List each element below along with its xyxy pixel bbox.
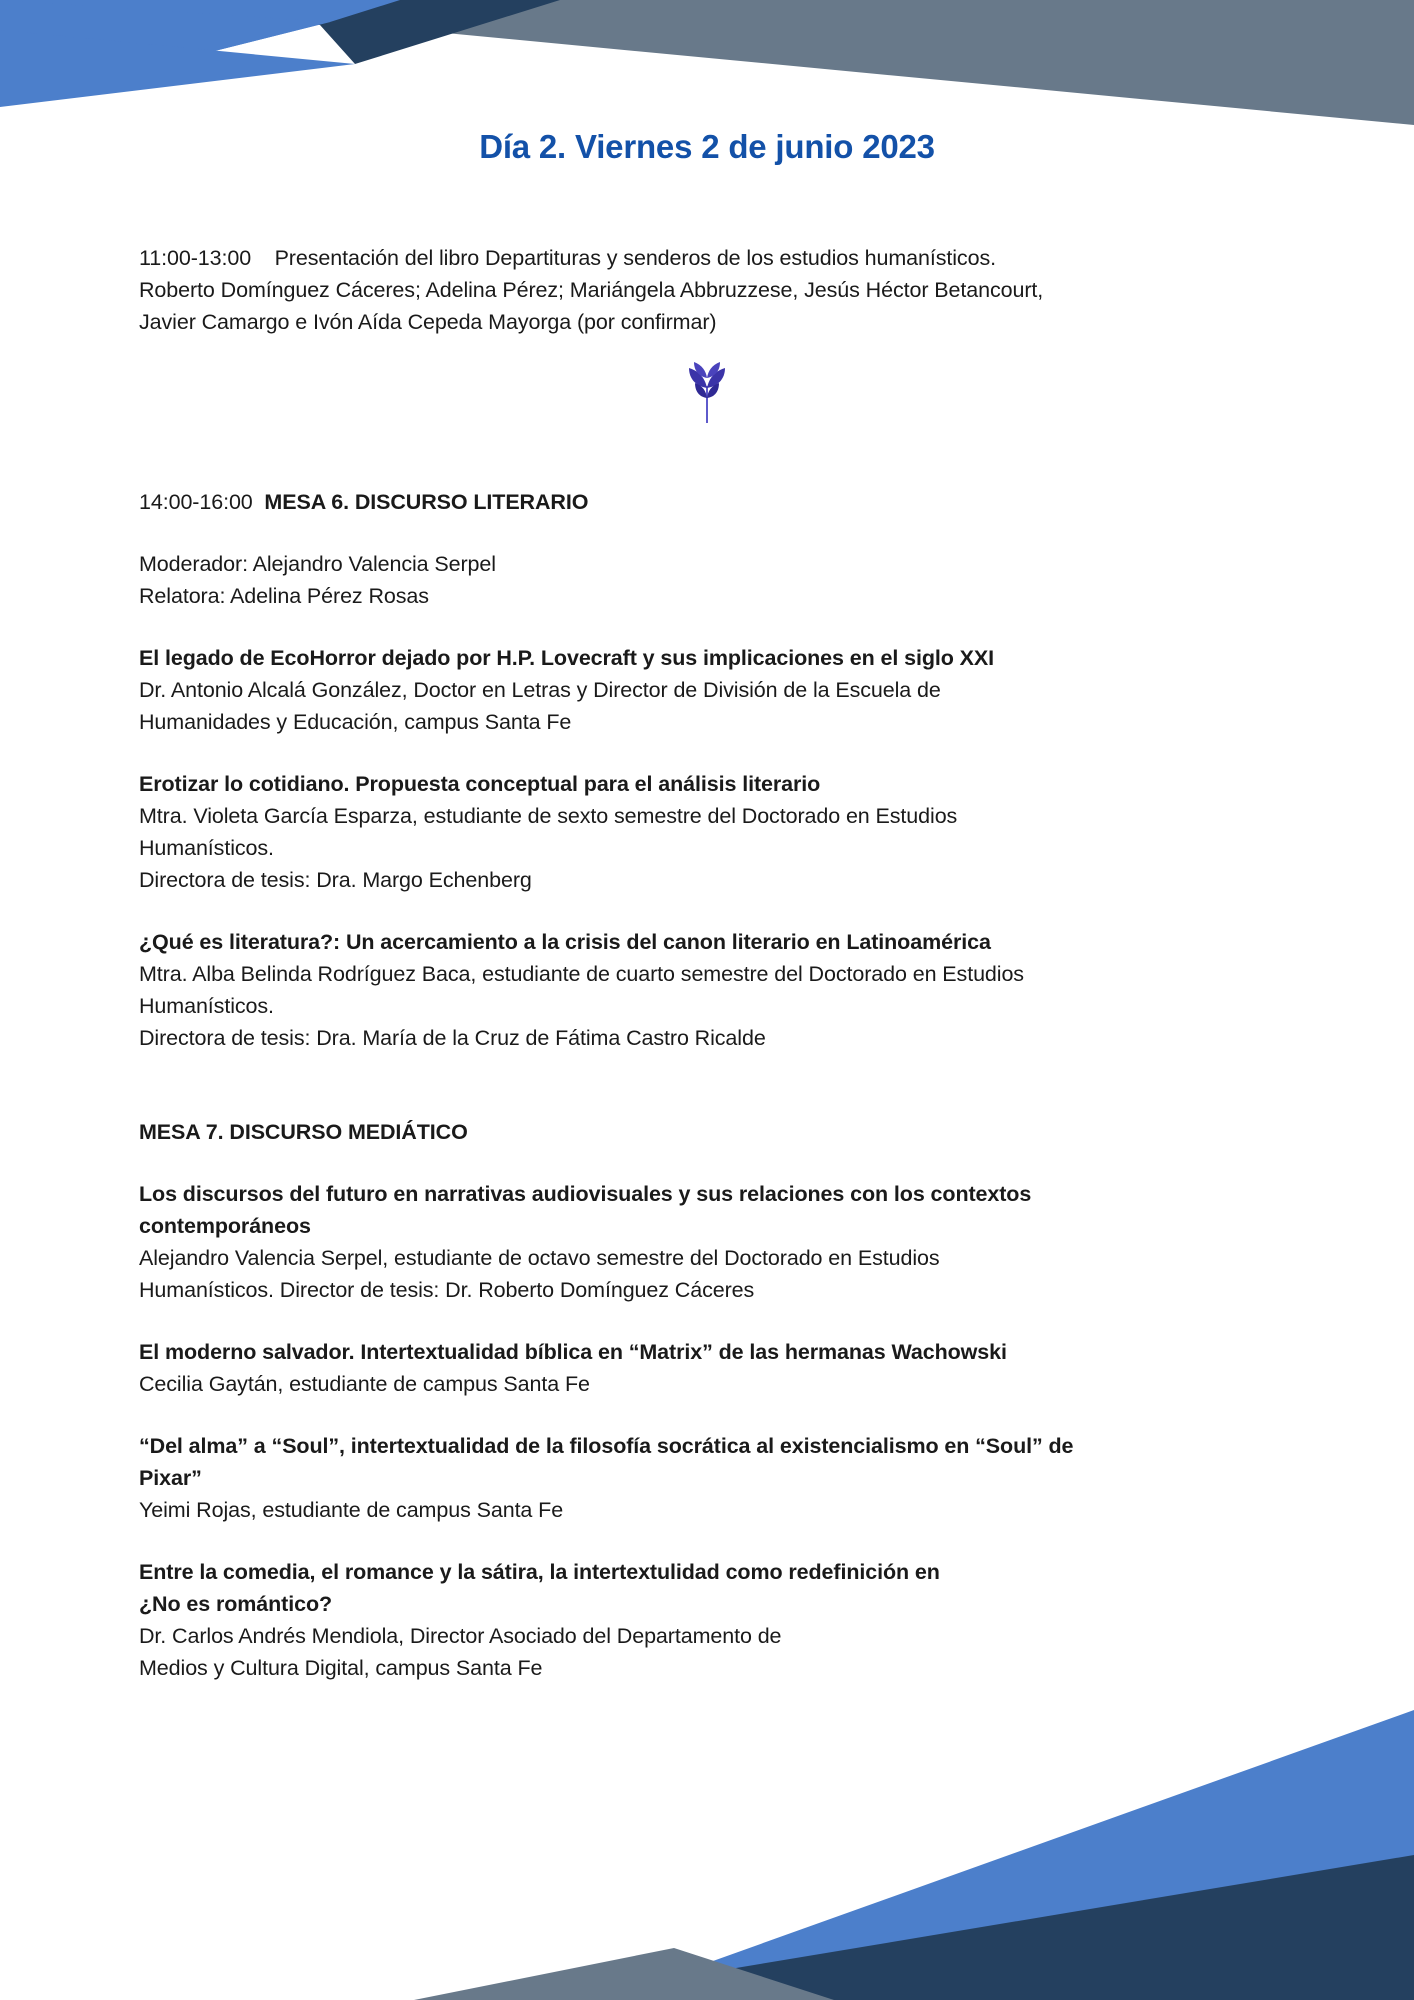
mesa6-name: MESA 6. DISCURSO LITERARIO: [264, 490, 589, 514]
talk-detail: Mtra. Alba Belinda Rodríguez Baca, estudiante de cuarto semestre del Doctorado en Estudios: [139, 962, 1024, 986]
session-book-line3: Javier Camargo e Ivón Aída Cepeda Mayorga (por confirmar): [139, 310, 717, 334]
session-book-line2: Roberto Domínguez Cáceres; Adelina Pérez; Mariángela Abbruzzese, Jesús Héctor Betancourt,: [139, 278, 1044, 302]
blue-lower-wedge-top: [0, 30, 355, 107]
leaf-branch-ornament: [139, 362, 1275, 424]
talk-title: Entre la comedia, el romance y la sátira, la intertextulidad como redefinición en: [139, 1560, 940, 1584]
talk-detail: Dr. Carlos Andrés Mendiola, Director Asociado del Departamento de: [139, 1624, 782, 1648]
talk-title: “Del alma” a “Soul”, intertextualidad de la filosofía socrática al existencialismo en “Soul” de: [139, 1434, 1074, 1458]
talk-title: El legado de EcoHorror dejado por H.P. Lovecraft y sus implicaciones en el siglo XXI: [139, 646, 995, 670]
talk-detail: Medios y Cultura Digital, campus Santa Fe: [139, 1656, 543, 1680]
mesa6-talk-2: [139, 768, 1275, 896]
session-book-time: 11:00-13:00: [139, 246, 252, 270]
slate-shape-top: [330, 0, 1414, 125]
talk-detail: Humanísticos.: [139, 836, 274, 860]
mesa7-talk-1: [139, 1178, 1275, 1306]
session-book-presentation: [139, 242, 1275, 338]
mesa7-talk-4: [139, 1556, 1275, 1684]
mesa6-staff: [139, 548, 1275, 612]
talk-title-cont: ¿No es romántico?: [139, 1592, 333, 1616]
slate-shape-bottom: [414, 1948, 834, 2000]
mesa6-heading: [139, 486, 1275, 518]
talk-detail: Humanísticos. Director de tesis: Dr. Roberto Domínguez Cáceres: [139, 1278, 755, 1302]
mesa6-relatora: Relatora: Adelina Pérez Rosas: [139, 584, 429, 608]
talk-title: Los discursos del futuro en narrativas audiovisuales y sus relaciones con los contextos: [139, 1182, 1032, 1206]
talk-detail: Humanísticos.: [139, 994, 274, 1018]
mesa7-talk-3: [139, 1430, 1275, 1526]
document-content: [139, 128, 1275, 1684]
talk-title: ¿Qué es literatura?: Un acercamiento a la crisis del canon literario en Latinoamérica: [139, 930, 991, 954]
blue-wedge-top: [0, 0, 330, 105]
talk-detail: Directora de tesis: Dra. María de la Cruz de Fátima Castro Ricalde: [139, 1026, 766, 1050]
talk-detail: Yeimi Rojas, estudiante de campus Santa Fe: [139, 1498, 564, 1522]
talk-detail: Humanidades y Educación, campus Santa Fe: [139, 710, 572, 734]
talk-detail: Alejandro Valencia Serpel, estudiante de octavo semestre del Doctorado en Estudios: [139, 1246, 940, 1270]
session-book-line1: [139, 242, 1275, 274]
talk-title-cont: Pixar”: [139, 1466, 202, 1490]
talk-title-cont: contemporáneos: [139, 1214, 311, 1238]
blue-shape-top: [0, 0, 400, 105]
talk-title: Erotizar lo cotidiano. Propuesta conceptual para el análisis literario: [139, 772, 821, 796]
mesa6-time: 14:00-16:00: [139, 490, 253, 514]
mesa6-talk-1: [139, 642, 1275, 738]
navy-shape-top: [155, 0, 560, 64]
blue-shape-bottom: [604, 1710, 1414, 2000]
mesa6-talk-3: [139, 926, 1275, 1054]
talk-detail: Directora de tesis: Dra. Margo Echenberg: [139, 868, 532, 892]
talk-detail: Mtra. Violeta García Esparza, estudiante de sexto semestre del Doctorado en Estudios: [139, 804, 958, 828]
mesa7-talk-2: [139, 1336, 1275, 1400]
talk-title: El moderno salvador. Intertextualidad bíblica en “Matrix” de las hermanas Wachowski: [139, 1340, 1007, 1364]
mesa6-moderador: Moderador: Alejandro Valencia Serpel: [139, 552, 496, 576]
page-title: Día 2. Viernes 2 de junio 2023: [479, 128, 935, 165]
mesa7-heading: [139, 1116, 1275, 1148]
session-book-line1-text: Presentación del libro Departituras y senderos de los estudios humanísticos.: [251, 246, 996, 270]
talk-detail: Cecilia Gaytán, estudiante de campus Santa Fe: [139, 1372, 590, 1396]
mesa7-name: MESA 7. DISCURSO MEDIÁTICO: [139, 1120, 468, 1144]
navy-shape-bottom: [544, 1855, 1414, 2000]
talk-detail: Dr. Antonio Alcalá González, Doctor en Letras y Director de División de la Escuela de: [139, 678, 941, 702]
bottom-corner-decoration: [414, 1680, 1414, 2000]
